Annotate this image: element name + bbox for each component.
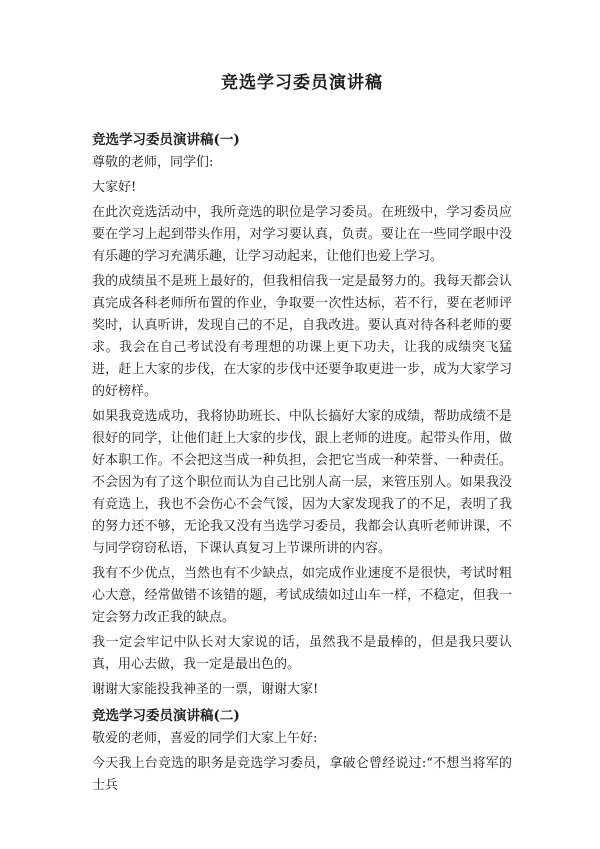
section-2: [92, 704, 512, 797]
body-paragraph: 我有不少优点，当然也有不少缺点，如完成作业速度不是很快，考试时粗心大意，经常做错不该错的题，考试成绩如过山车一样，不稳定，但我一定会努力改正我的缺点。: [92, 566, 512, 625]
body-paragraph: 我一定会牢记中队长对大家说的话，虽然我不是最棒的，但是我只要认真，用心去做，我一定是最出色的。: [92, 635, 512, 672]
body-paragraph: 如果我竞选成功，我将协助班长、中队长搞好大家的成绩，帮助成绩不是很好的同学，让他们赶上大家的步伐，跟上老师的进度。起带头作用，做好本职工作。不会把这当成一种负担，会把它当成一种荣誉、一种责任。不会因为有了这个职位而认为自己比别人高一层，来管压别人。如果我没有竞选上，我也不会伤心不会气馁，因为大家发现我了的不足，表明了我的努力还不够，无论我又没有当选学习委员，我都会认真听老师讲课，不与同学窃窃私语，下课认真复习上节课所讲的内容。: [92, 409, 512, 556]
closing-line: 谢谢大家能投我神圣的一票，谢谢大家!: [92, 682, 319, 697]
body-paragraph: 今天我上台竞选的职务是竞选学习委员，拿破仑曾经说过:“不想当将军的士兵: [92, 756, 512, 793]
section-1: [92, 128, 512, 701]
section-1-heading: 竞选学习委员演讲稿(一): [92, 132, 240, 148]
greeting: 大家好!: [92, 180, 137, 195]
body-paragraph: 在此次竞选活动中，我所竞选的职位是学习委员。在班级中，学习委员应要在学习上起到带头作用，对学习要认真，负责。要让在一些同学眼中没有乐趣的学习充满乐趣，让学习动起来，让他们也爱上学习。: [92, 205, 512, 264]
salutation: 尊敬的老师，同学们:: [92, 155, 214, 170]
section-2-heading: 竞选学习委员演讲稿(二): [92, 708, 240, 724]
salutation: 敬爱的老师，喜爱的同学们大家上午好:: [92, 731, 318, 746]
body-paragraph: 我的成绩虽不是班上最好的，但我相信我一定是最努力的。我每天都会认真完成各科老师所布置的作业，争取要一次性达标，若不行，要在老师评奖时，认真听讲，发现自己的不足，自我改进。要认真对待各科老师的要求。我会在自己考试没有考理想的功课上更下功夫，让我的成绩突飞猛进，赶上大家的步伐，在大家的步伐中还要争取更进一步，成为大家学习的好榜样。: [92, 274, 512, 399]
document-title: 竞选学习委员演讲稿: [221, 73, 383, 93]
